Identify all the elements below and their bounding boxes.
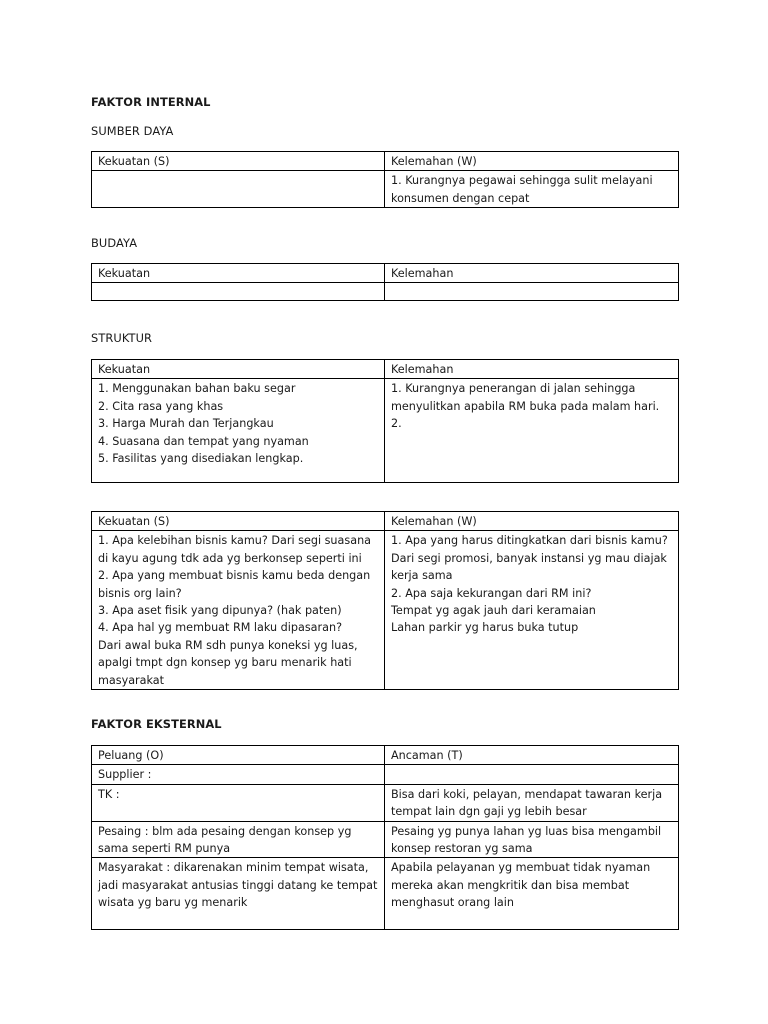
list-item: Lahan parkir yg harus buka tutup: [391, 621, 579, 635]
opportunity-cell: [92, 821, 385, 858]
table-row-masyarakat: [92, 858, 679, 930]
weakness-cell: [385, 171, 679, 208]
list-item: Pesaing : blm ada pesaing dengan konsep yg: [98, 824, 352, 838]
sumber-daya-table: [91, 151, 679, 208]
weakness-header: Kelemahan (W): [385, 512, 679, 531]
list-item: 2. Cita rasa yang khas: [98, 399, 224, 413]
list-item: 1. Apa kelebihan bisnis kamu? Dari segi suasana: [98, 534, 372, 548]
questions-table: [91, 511, 679, 690]
list-item: menghasut orang lain: [391, 896, 514, 910]
list-item: wisata yg baru yg menarik: [98, 896, 248, 910]
opportunity-cell: [92, 765, 385, 784]
struktur-title: STRUKTUR: [91, 331, 153, 345]
threat-cell: [385, 784, 679, 821]
list-item: menyulitkan apabila RM buka pada malam hari.: [391, 399, 660, 413]
sumber-daya-title: SUMBER DAYA: [91, 124, 174, 138]
threat-cell: [385, 858, 679, 930]
strength-header: Kekuatan (S): [92, 512, 385, 531]
strength-cell: [92, 171, 385, 208]
opportunity-cell: [92, 784, 385, 821]
list-item: 1. Kurangnya pegawai sehingga sulit melayani: [391, 174, 653, 188]
list-item: 2. Apa yang membuat bisnis kamu beda dengan: [98, 569, 371, 583]
list-item: Supplier :: [98, 768, 152, 782]
list-item: konsumen dengan cepat: [391, 191, 530, 205]
list-item: 4. Suasana dan tempat yang nyaman: [98, 434, 309, 448]
list-item: 1. Kurangnya penerangan di jalan sehingga: [391, 382, 636, 396]
list-item: Apabila pelayanan yg membuat tidak nyaman: [391, 861, 651, 875]
list-item: kerja sama: [391, 569, 453, 583]
list-item: konsep restoran yg sama: [391, 842, 533, 856]
strength-header: Kekuatan (S): [92, 152, 385, 171]
list-item: 2.: [391, 417, 402, 431]
budaya-title: BUDAYA: [91, 236, 138, 250]
strength-cell: [92, 531, 385, 690]
list-item: tempat lain dgn gaji yg lebih besar: [391, 805, 587, 819]
strength-cell: [92, 283, 385, 301]
threat-cell: [385, 765, 679, 784]
list-item: 3. Harga Murah dan Terjangkau: [98, 417, 274, 431]
budaya-table: [91, 263, 679, 301]
strength-header: Kekuatan: [92, 264, 385, 283]
list-item: Dari awal buka RM sdh punya koneksi yg luas,: [98, 638, 358, 652]
table-header-row: [92, 512, 679, 531]
list-item: di kayu agung tdk ada yg berkonsep seperti ini: [98, 551, 362, 565]
list-item: Bisa dari koki, pelayan, mendapat tawaran kerja: [391, 787, 663, 801]
opportunity-header: Peluang (O): [92, 746, 385, 765]
table-row: [92, 379, 679, 483]
table-header-row: [92, 152, 679, 171]
opportunity-cell: [92, 858, 385, 930]
list-item: apalgi tmpt dgn konsep yg baru menarik hati: [98, 656, 352, 670]
list-item: 2. Apa saja kekurangan dari RM ini?: [391, 586, 592, 600]
weakness-header: Kelemahan: [385, 264, 679, 283]
table-row: [92, 531, 679, 690]
strength-cell: [92, 379, 385, 483]
table-row-pesaing: [92, 821, 679, 858]
list-item: sama seperti RM punya: [98, 842, 231, 856]
list-item: jadi masyarakat antusias tinggi datang ke tempat: [98, 878, 378, 892]
list-item: 3. Apa aset fisik yang dipunya? (hak paten): [98, 604, 342, 618]
weakness-cell: [385, 379, 679, 483]
table-row-tk: [92, 784, 679, 821]
external-factor-title: FAKTOR EKSTERNAL: [91, 717, 222, 731]
list-item: TK :: [98, 787, 120, 801]
table-header-row: [92, 746, 679, 765]
list-item: Tempat yg agak jauh dari keramaian: [391, 604, 596, 618]
weakness-header: Kelemahan: [385, 360, 679, 379]
threat-header: Ancaman (T): [385, 746, 679, 765]
list-item: Masyarakat : dikarenakan minim tempat wisata,: [98, 861, 369, 875]
external-table: [91, 745, 679, 930]
table-row-supplier: [92, 765, 679, 784]
weakness-cell: [385, 531, 679, 690]
list-item: 4. Apa hal yg membuat RM laku dipasaran?: [98, 621, 343, 635]
table-header-row: [92, 264, 679, 283]
table-row: [92, 171, 679, 208]
list-item: bisnis org lain?: [98, 586, 182, 600]
table-row: [92, 283, 679, 301]
list-item: Dari segi promosi, banyak instansi yg mau diajak: [391, 551, 667, 565]
list-item: masyarakat: [98, 673, 165, 687]
list-item: 1. Apa yang harus ditingkatkan dari bisnis kamu?: [391, 534, 668, 548]
strength-header: Kekuatan: [92, 360, 385, 379]
table-header-row: [92, 360, 679, 379]
struktur-table: [91, 359, 679, 483]
list-item: mereka akan mengkritik dan bisa membat: [391, 878, 630, 892]
internal-factor-title: FAKTOR INTERNAL: [91, 95, 211, 109]
list-item: Pesaing yg punya lahan yg luas bisa mengambil: [391, 824, 662, 838]
list-item: 5. Fasilitas yang disediakan lengkap.: [98, 452, 304, 466]
list-item: 1. Menggunakan bahan baku segar: [98, 382, 296, 396]
weakness-header: Kelemahan (W): [385, 152, 679, 171]
threat-cell: [385, 821, 679, 858]
weakness-cell: [385, 283, 679, 301]
